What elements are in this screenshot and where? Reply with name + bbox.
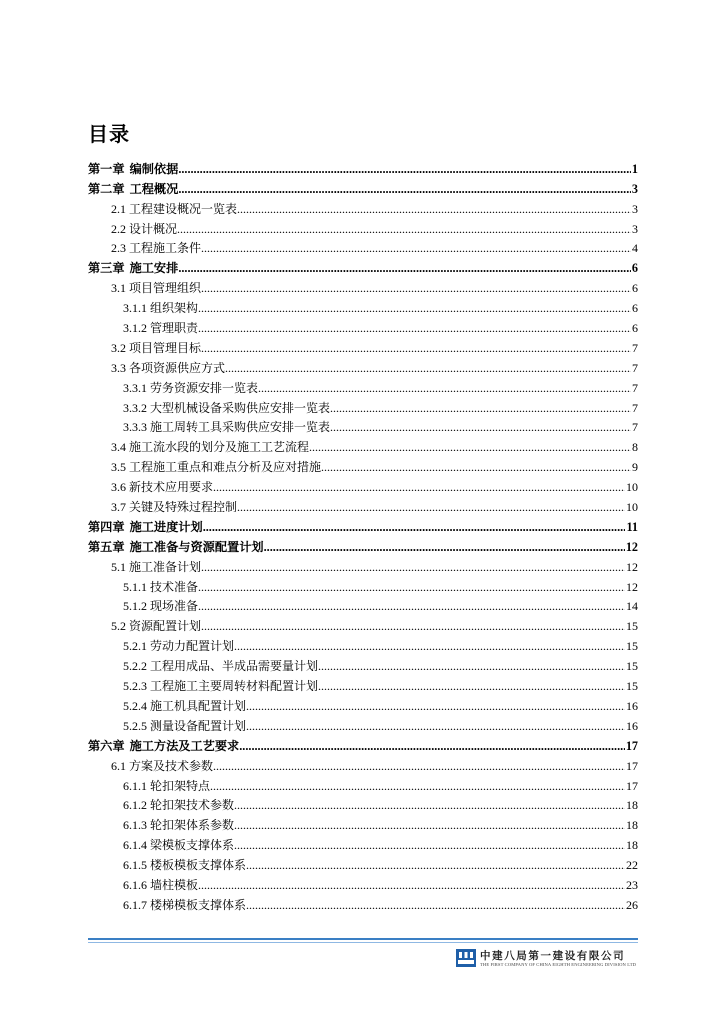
toc-page-number: 4 bbox=[632, 241, 638, 256]
toc-entry-number: 5.2.3 bbox=[123, 679, 147, 694]
footer-rule-thin bbox=[88, 942, 638, 943]
toc-entry-title: 楼板模板支撑体系 bbox=[150, 858, 247, 873]
toc-entry[interactable] bbox=[88, 674, 638, 694]
toc-entry[interactable] bbox=[88, 276, 638, 296]
company-name-cn: 中建八局第一建设有限公司 bbox=[480, 950, 626, 962]
toc-leader-dots bbox=[177, 222, 631, 237]
toc-entry-number: 2.3 bbox=[111, 241, 126, 256]
toc-entry-title: 施工方法及工艺要求 bbox=[129, 738, 240, 753]
toc-leader-dots bbox=[198, 599, 625, 614]
toc-entry-title: 工程建设概况一览表 bbox=[129, 201, 238, 216]
toc-page-number: 18 bbox=[626, 838, 638, 853]
toc-entry-title: 墙柱模板 bbox=[150, 877, 199, 892]
toc-entry-number: 3.4 bbox=[111, 440, 126, 455]
toc-leader-dots bbox=[318, 679, 625, 694]
toc-entry-number: 3.3.1 bbox=[123, 380, 147, 395]
toc-page-number: 7 bbox=[632, 400, 638, 415]
toc-leader-dots bbox=[201, 281, 631, 296]
toc-page-number: 12 bbox=[625, 539, 638, 554]
toc-page-number: 10 bbox=[626, 500, 638, 515]
toc-leader-dots bbox=[178, 162, 631, 177]
toc-entry[interactable] bbox=[88, 515, 638, 535]
toc-leader-dots bbox=[237, 202, 631, 217]
toc-entry-number: 第二章 bbox=[88, 181, 125, 196]
toc-entry-number: 3.5 bbox=[111, 460, 126, 475]
toc-page-number: 7 bbox=[632, 380, 638, 395]
toc-page-number: 23 bbox=[626, 877, 638, 892]
toc-entry[interactable] bbox=[88, 774, 638, 794]
toc-page-number: 15 bbox=[626, 659, 638, 674]
toc-entry[interactable] bbox=[88, 654, 638, 674]
toc-entry[interactable] bbox=[88, 893, 638, 913]
toc-page-number: 15 bbox=[626, 619, 638, 634]
toc-entry-title: 技术准备 bbox=[150, 579, 199, 594]
toc-entry-title: 工程施工主要周转材料配置计划 bbox=[150, 679, 319, 694]
toc-entry-title: 项目管理目标 bbox=[129, 340, 202, 355]
toc-entry-title: 大型机械设备采购供应安排一览表 bbox=[150, 400, 331, 415]
toc-entry[interactable] bbox=[88, 634, 638, 654]
company-name-en: THE FIRST COMPANY OF CHINA EIGHTH ENGINEERING DIVISION LTD bbox=[480, 962, 637, 967]
toc-entry-number: 第四章 bbox=[88, 519, 125, 534]
toc-leader-dots bbox=[225, 361, 631, 376]
company-logo-icon bbox=[456, 949, 476, 967]
toc-page-number: 6 bbox=[631, 261, 638, 276]
toc-entry[interactable] bbox=[88, 694, 638, 714]
toc-entry-title: 关键及特殊过程控制 bbox=[129, 500, 238, 515]
toc-entry-title: 劳务资源安排一览表 bbox=[150, 380, 259, 395]
toc-page-number: 3 bbox=[631, 181, 638, 196]
toc-entry[interactable] bbox=[88, 575, 638, 595]
toc-entry-title: 资源配置计划 bbox=[129, 619, 202, 634]
toc-entry-number: 第三章 bbox=[88, 261, 125, 276]
toc-leader-dots bbox=[201, 241, 631, 256]
toc-entry-title: 各项资源供应方式 bbox=[129, 360, 226, 375]
table-of-contents bbox=[88, 157, 638, 913]
toc-page-number: 7 bbox=[632, 420, 638, 435]
footer-rule bbox=[88, 938, 638, 940]
toc-page-number: 3 bbox=[632, 201, 638, 216]
toc-leader-dots bbox=[246, 699, 625, 714]
toc-entry-title: 施工安排 bbox=[129, 261, 179, 276]
toc-leader-dots bbox=[201, 560, 625, 575]
toc-entry[interactable] bbox=[88, 555, 638, 575]
toc-entry[interactable] bbox=[88, 396, 638, 416]
toc-entry-number: 6.1.1 bbox=[123, 778, 147, 793]
toc-entry-number: 6.1.4 bbox=[123, 838, 147, 853]
toc-leader-dots bbox=[246, 719, 625, 734]
toc-entry[interactable] bbox=[88, 595, 638, 615]
toc-entry-title: 轮扣架特点 bbox=[150, 778, 211, 793]
toc-page-number: 17 bbox=[625, 738, 638, 753]
toc-entry-title: 劳动力配置计划 bbox=[150, 639, 235, 654]
toc-leader-dots bbox=[234, 639, 625, 654]
toc-entry-number: 3.1.2 bbox=[123, 321, 147, 336]
toc-page-number: 6 bbox=[632, 301, 638, 316]
toc-entry-number: 3.1.1 bbox=[123, 301, 147, 316]
toc-entry-number: 3.2 bbox=[111, 340, 126, 355]
toc-entry[interactable] bbox=[88, 495, 638, 515]
toc-entry[interactable] bbox=[88, 794, 638, 814]
toc-entry-number: 2.1 bbox=[111, 201, 126, 216]
toc-entry-title: 施工机具配置计划 bbox=[150, 698, 247, 713]
toc-entry[interactable] bbox=[88, 714, 638, 734]
toc-leader-dots bbox=[201, 619, 625, 634]
toc-entry-number: 2.2 bbox=[111, 221, 126, 236]
toc-page-number: 15 bbox=[626, 679, 638, 694]
toc-entry-title: 轮扣架技术参数 bbox=[150, 798, 235, 813]
toc-entry-title: 施工准备计划 bbox=[129, 559, 202, 574]
toc-page-number: 17 bbox=[626, 778, 638, 793]
toc-entry-number: 5.1.1 bbox=[123, 579, 147, 594]
toc-leader-dots bbox=[198, 580, 625, 595]
toc-entry-number: 5.1 bbox=[111, 559, 126, 574]
toc-entry[interactable] bbox=[88, 256, 638, 276]
toc-leader-dots bbox=[213, 480, 625, 495]
toc-page-number: 18 bbox=[626, 798, 638, 813]
toc-entry[interactable] bbox=[88, 853, 638, 873]
toc-entry[interactable] bbox=[88, 455, 638, 475]
toc-entry[interactable] bbox=[88, 376, 638, 396]
toc-entry-title: 工程概况 bbox=[129, 181, 179, 196]
toc-leader-dots bbox=[198, 878, 625, 893]
toc-page-number: 16 bbox=[626, 698, 638, 713]
toc-leader-dots bbox=[203, 520, 626, 535]
toc-leader-dots bbox=[213, 759, 625, 774]
toc-page-number: 7 bbox=[632, 340, 638, 355]
toc-entry-title: 梁模板支撑体系 bbox=[150, 838, 235, 853]
toc-entry[interactable] bbox=[88, 316, 638, 336]
toc-leader-dots bbox=[246, 858, 625, 873]
toc-leader-dots bbox=[178, 182, 631, 197]
toc-entry-number: 5.2.5 bbox=[123, 718, 147, 733]
toc-page-number: 17 bbox=[626, 758, 638, 773]
toc-entry-title: 工程施工重点和难点分析及应对措施 bbox=[129, 460, 322, 475]
toc-entry-number: 5.2.1 bbox=[123, 639, 147, 654]
toc-entry-title: 测量设备配置计划 bbox=[150, 718, 247, 733]
toc-entry[interactable] bbox=[88, 614, 638, 634]
toc-entry[interactable] bbox=[88, 356, 638, 376]
toc-leader-dots bbox=[201, 341, 631, 356]
toc-entry-title: 施工准备与资源配置计划 bbox=[129, 539, 264, 554]
toc-entry-number: 6.1.7 bbox=[123, 897, 147, 912]
toc-entry[interactable] bbox=[88, 475, 638, 495]
toc-entry-number: 5.1.2 bbox=[123, 599, 147, 614]
toc-leader-dots bbox=[234, 818, 625, 833]
toc-page-number: 6 bbox=[632, 281, 638, 296]
toc-page-number: 9 bbox=[632, 460, 638, 475]
toc-entry-number: 5.2 bbox=[111, 619, 126, 634]
toc-entry-title: 施工进度计划 bbox=[129, 519, 203, 534]
toc-entry[interactable] bbox=[88, 435, 638, 455]
toc-entry-title: 施工流水段的划分及施工工艺流程 bbox=[129, 440, 310, 455]
toc-page-number: 12 bbox=[626, 579, 638, 594]
toc-leader-dots bbox=[210, 779, 625, 794]
toc-leader-dots bbox=[330, 401, 631, 416]
toc-page-number: 10 bbox=[626, 480, 638, 495]
toc-page-number: 26 bbox=[626, 897, 638, 912]
toc-leader-dots bbox=[309, 440, 631, 455]
toc-page-number: 12 bbox=[626, 559, 638, 574]
toc-entry-title: 方案及技术参数 bbox=[129, 758, 214, 773]
toc-entry-number: 3.3.3 bbox=[123, 420, 147, 435]
toc-leader-dots bbox=[264, 540, 625, 555]
toc-entry[interactable] bbox=[88, 296, 638, 316]
toc-entry-number: 3.3.2 bbox=[123, 400, 147, 415]
toc-entry-number: 6.1.3 bbox=[123, 818, 147, 833]
toc-entry-title: 项目管理组织 bbox=[129, 281, 202, 296]
toc-leader-dots bbox=[234, 798, 625, 813]
toc-leader-dots bbox=[198, 301, 631, 316]
toc-entry[interactable] bbox=[88, 177, 638, 197]
toc-entry-number: 6.1 bbox=[111, 758, 126, 773]
toc-page-number: 11 bbox=[626, 519, 638, 534]
toc-entry-number: 第六章 bbox=[88, 738, 125, 753]
toc-entry[interactable] bbox=[88, 734, 638, 754]
toc-page-number: 22 bbox=[626, 858, 638, 873]
toc-entry[interactable] bbox=[88, 197, 638, 217]
toc-entry[interactable] bbox=[88, 217, 638, 237]
toc-entry-title: 轮扣架体系参数 bbox=[150, 818, 235, 833]
toc-entry[interactable] bbox=[88, 754, 638, 774]
toc-entry-number: 6.1.5 bbox=[123, 858, 147, 873]
toc-entry-title: 楼梯模板支撑体系 bbox=[150, 897, 247, 912]
toc-leader-dots bbox=[258, 381, 631, 396]
toc-entry-number: 6.1.2 bbox=[123, 798, 147, 813]
toc-entry[interactable] bbox=[88, 336, 638, 356]
toc-entry[interactable] bbox=[88, 535, 638, 555]
toc-entry-number: 5.2.2 bbox=[123, 659, 147, 674]
toc-entry[interactable] bbox=[88, 157, 638, 177]
page-title: 目录 bbox=[88, 122, 130, 146]
toc-entry-number: 3.7 bbox=[111, 500, 126, 515]
toc-page-number: 15 bbox=[626, 639, 638, 654]
toc-entry-number: 5.2.4 bbox=[123, 698, 147, 713]
toc-page-number: 8 bbox=[632, 440, 638, 455]
toc-page-number: 1 bbox=[631, 161, 638, 176]
toc-entry-number: 第五章 bbox=[88, 539, 125, 554]
toc-leader-dots bbox=[239, 739, 625, 754]
toc-entry-title: 现场准备 bbox=[150, 599, 199, 614]
toc-entry-title: 编制依据 bbox=[129, 161, 179, 176]
toc-entry-title: 工程施工条件 bbox=[129, 241, 202, 256]
toc-entry-title: 新技术应用要求 bbox=[129, 480, 214, 495]
toc-entry[interactable] bbox=[88, 873, 638, 893]
toc-leader-dots bbox=[198, 321, 631, 336]
toc-page-number: 3 bbox=[632, 221, 638, 236]
toc-entry[interactable] bbox=[88, 416, 638, 436]
toc-entry-title: 管理职责 bbox=[150, 321, 199, 336]
toc-entry-number: 第一章 bbox=[88, 161, 125, 176]
toc-leader-dots bbox=[234, 838, 625, 853]
toc-entry-number: 3.6 bbox=[111, 480, 126, 495]
toc-entry-number: 3.3 bbox=[111, 360, 126, 375]
toc-leader-dots bbox=[318, 659, 625, 674]
toc-page-number: 18 bbox=[626, 818, 638, 833]
toc-leader-dots bbox=[246, 898, 625, 913]
toc-leader-dots bbox=[237, 500, 625, 515]
toc-page-number: 7 bbox=[632, 360, 638, 375]
toc-entry[interactable] bbox=[88, 833, 638, 853]
toc-entry-title: 组织架构 bbox=[150, 301, 199, 316]
toc-leader-dots bbox=[330, 420, 631, 435]
toc-entry-number: 3.1 bbox=[111, 281, 126, 296]
toc-entry-title: 施工周转工具采购供应安排一览表 bbox=[150, 420, 331, 435]
toc-leader-dots bbox=[321, 460, 631, 475]
toc-page-number: 16 bbox=[626, 718, 638, 733]
toc-entry[interactable] bbox=[88, 237, 638, 257]
toc-page-number: 14 bbox=[626, 599, 638, 614]
toc-entry[interactable] bbox=[88, 813, 638, 833]
toc-entry-number: 6.1.6 bbox=[123, 877, 147, 892]
toc-entry-title: 设计概况 bbox=[129, 221, 178, 236]
toc-page-number: 6 bbox=[632, 321, 638, 336]
toc-leader-dots bbox=[178, 261, 631, 276]
toc-entry-title: 工程用成品、半成品需要量计划 bbox=[150, 659, 319, 674]
